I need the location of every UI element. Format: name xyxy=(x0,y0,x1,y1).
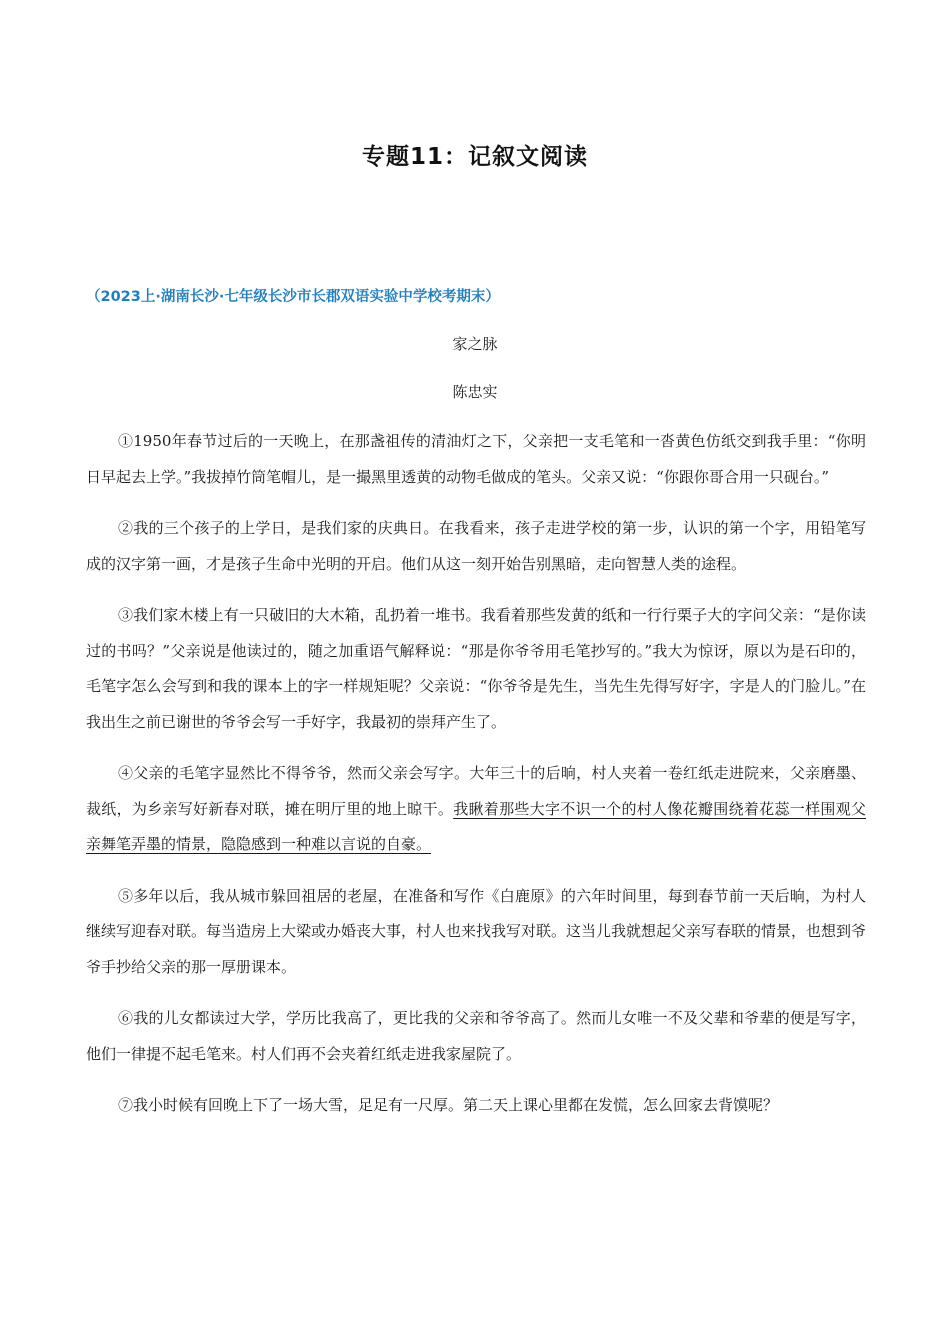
paragraph-1 xyxy=(86,424,866,495)
paragraph-text: ⑥我的儿女都读过大学，学历比我高了，更比我的父亲和爷爷高了。然而儿女唯一不及父辈和爷辈的便是写字，他们一律提不起毛笔来。村人们再不会夹着红纸走进我家屋院了。 xyxy=(86,1009,866,1063)
paragraph-text: ⑦我小时候有回晚上下了一场大雪，足足有一尺厚。第二天上课心里都在发慌，怎么回家去背馍呢？ xyxy=(118,1096,779,1114)
paragraph-2 xyxy=(86,511,866,582)
paragraph-3 xyxy=(86,598,866,740)
paragraph-text: ②我的三个孩子的上学日，是我们家的庆典日。在我看来，孩子走进学校的第一步，认识的第一个字，用铅笔写成的汉字第一画，才是孩子生命中光明的开启。他们从这一刻开始告别黑暗，走向智慧人类的途程。 xyxy=(86,519,866,573)
essay-title: 家之脉 xyxy=(452,335,498,353)
essay-author: 陈忠实 xyxy=(452,383,498,401)
source-note: （2023上·湖南长沙·七年级长沙市长郡双语实验中学校考期末） xyxy=(86,289,500,305)
paragraph-text: ③我们家木楼上有一只破旧的大木箱，乱扔着一堆书。我看着那些发黄的纸和一行行栗子大的字问父亲：“是你读过的书吗？”父亲说是他读过的，随之加重语气解释说：“那是你爷爷用毛笔抄写的。”我大为惊讶，原以为是石印的，毛笔字怎么会写到和我的课本上的字一样规矩呢？父亲说：“你爷爷是先生，当先生先得写好字，字是人的门脸儿。”在我出生之前已谢世的爷爷会写一手好字，我最初的崇拜产生了。 xyxy=(86,606,866,731)
underlined-sentence: 我瞅着那些大字不识一个的村人像花瓣围绕着花蕊一样围观父亲舞笔弄墨的情景，隐隐感到一种难以言说的自豪。 xyxy=(86,799,866,853)
paragraph-4 xyxy=(86,756,866,863)
paragraph-text: ④父亲的毛笔字显然比不得爷爷，然而父亲会写字。大年三十的后晌，村人夹着一卷红纸走进院来，父亲磨墨、裁纸，为乡亲写好新春对联，摊在明厅里的地上晾干。 xyxy=(86,764,866,818)
paragraph-text: ①1950年春节过后的一天晚上，在那盏祖传的清油灯之下，父亲把一支毛笔和一沓黄色仿纸交到我手里：“你明日早起去上学。”我拔掉竹筒笔帽儿，是一撮黑里透黄的动物毛做成的笔头。父亲又说：“你跟你哥合用一只砚台。” xyxy=(86,432,866,486)
paragraph-text: ⑤多年以后，我从城市躲回祖居的老屋，在准备和写作《白鹿原》的六年时间里，每到春节前一天后晌，为村人继续写迎春对联。每当造房上大梁或办婚丧大事，村人也来找我写对联。这当儿我就想起父亲写春联的情景，也想到爷爷手抄给父亲的那一厚册课本。 xyxy=(86,886,867,976)
paragraph-6 xyxy=(86,1001,866,1072)
essay-body xyxy=(86,424,866,1140)
page-title: 专题11：记叙文阅读 xyxy=(361,144,588,170)
paragraph-7 xyxy=(86,1088,866,1124)
paragraph-5 xyxy=(86,879,866,986)
